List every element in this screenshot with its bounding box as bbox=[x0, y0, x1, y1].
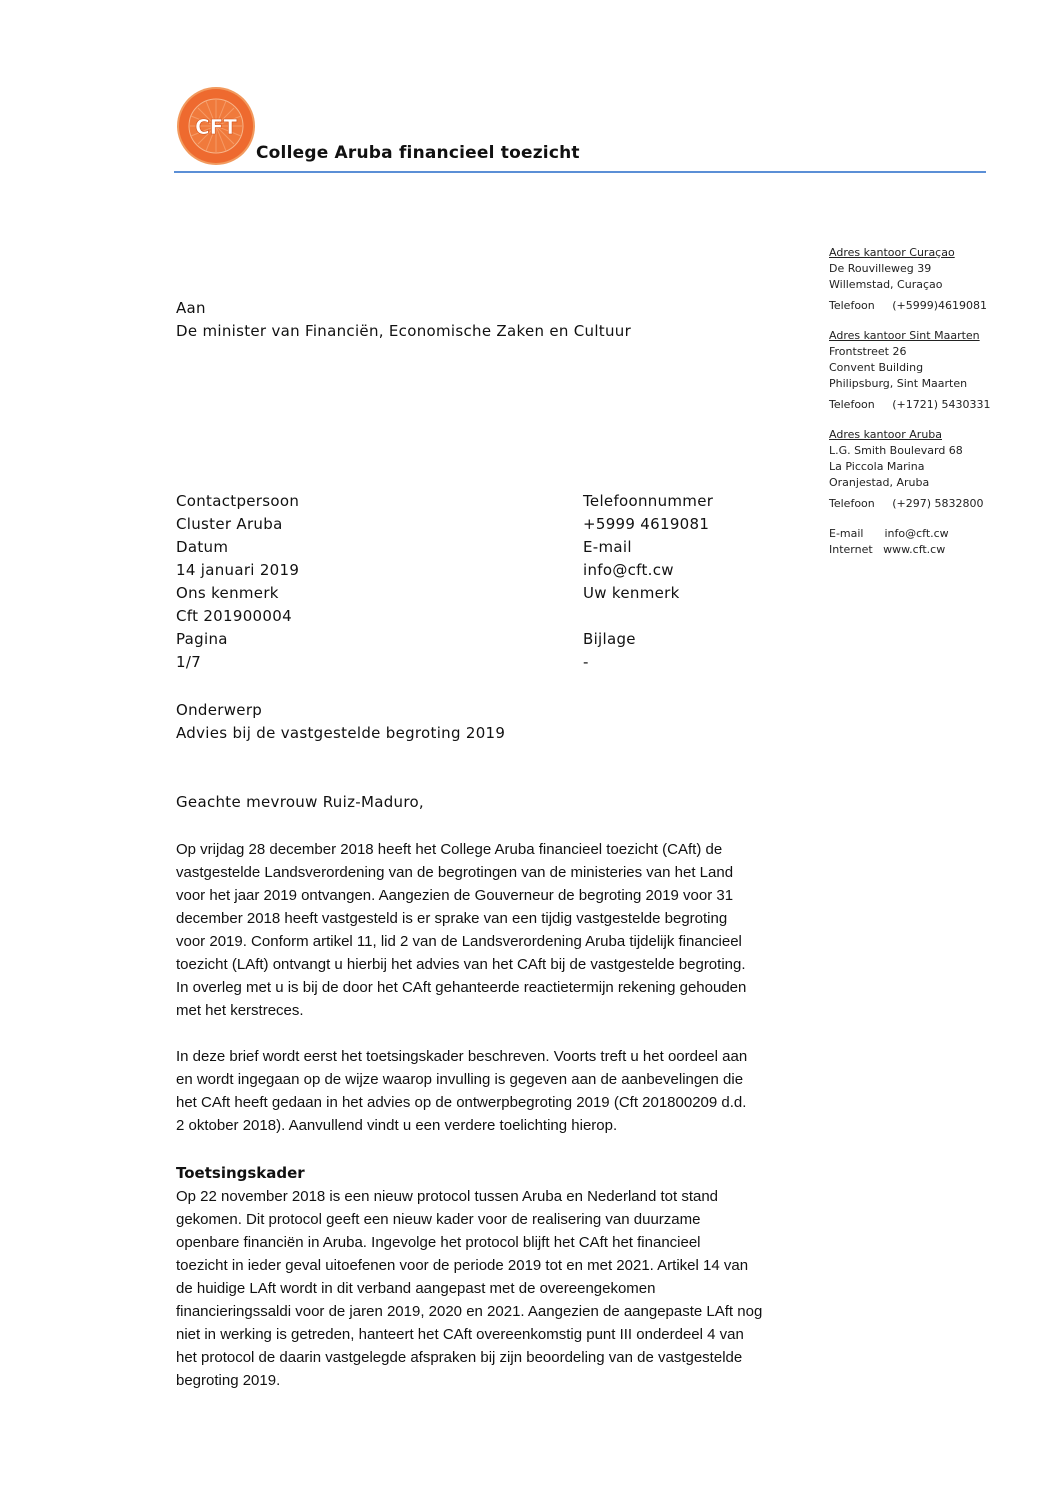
text-line: financieringssaldi voor de jaren 2019, 2020 en 2021. Aangezien de aangepaste LAft nog bbox=[176, 1303, 763, 1320]
office-aruba bbox=[829, 427, 991, 512]
cft-logo bbox=[176, 86, 256, 166]
office-phone: Telefoon (+297) 5832800 bbox=[829, 497, 984, 510]
meta-value: +5999 4619081 bbox=[583, 515, 710, 533]
office-sint-maarten bbox=[829, 328, 991, 413]
text-line: het CAft heeft gedaan in het advies op de ontwerpbegroting 2019 (Cft 201800209 d.d. bbox=[176, 1094, 747, 1111]
salutation: Geachte mevrouw Ruiz-Maduro, bbox=[176, 793, 425, 811]
text-line: In deze brief wordt eerst het toetsingskader beschreven. Voorts treft u het oordeel aan bbox=[176, 1048, 748, 1065]
letter-meta-right bbox=[583, 490, 713, 674]
address-line: Oranjestad, Aruba bbox=[829, 476, 930, 489]
text-line: de huidige LAft wordt in dit verband aangepast met de overeengekomen bbox=[176, 1280, 656, 1297]
text-line: vastgestelde Landsverordening van de begrotingen van de ministeries van het Land bbox=[176, 864, 734, 881]
meta-value: 14 januari 2019 bbox=[176, 561, 300, 579]
text-line: niet in werking is getreden, hanteert het CAft overeenkomstig punt III onderdeel 4 van bbox=[176, 1326, 744, 1343]
office-heading: Adres kantoor Curaçao bbox=[829, 246, 955, 259]
text-line: Op 22 november 2018 is een nieuw protocol tussen Aruba en Nederland tot stand bbox=[176, 1188, 719, 1205]
cft-logo-icon bbox=[176, 86, 256, 166]
text-line: Op vrijdag 28 december 2018 heeft het College Aruba financieel toezicht (CAft) de bbox=[176, 841, 723, 858]
meta-label: Pagina bbox=[176, 630, 228, 648]
meta-value: - bbox=[583, 653, 589, 671]
address-line: Convent Building bbox=[829, 361, 924, 374]
paragraph-intro bbox=[176, 838, 886, 1022]
meta-value bbox=[583, 605, 713, 628]
office-curacao bbox=[829, 245, 991, 314]
subject bbox=[176, 699, 505, 745]
meta-label: Ons kenmerk bbox=[176, 584, 279, 602]
addressee-label: Aan bbox=[176, 299, 206, 317]
address-line: Willemstad, Curaçao bbox=[829, 278, 943, 291]
text-line: en wordt ingegaan op de wijze waarop invulling is gegeven aan de aanbevelingen die bbox=[176, 1071, 744, 1088]
paragraph-toetsingskader bbox=[176, 1185, 886, 1392]
header-divider bbox=[174, 171, 986, 173]
meta-value: info@cft.cw bbox=[583, 561, 674, 579]
meta-label: Uw kenmerk bbox=[583, 584, 680, 602]
letter-meta-left bbox=[176, 490, 299, 674]
address-line: Philipsburg, Sint Maarten bbox=[829, 377, 968, 390]
address-line: La Piccola Marina bbox=[829, 460, 925, 473]
meta-label: Contactpersoon bbox=[176, 492, 300, 510]
office-addresses bbox=[829, 245, 991, 558]
text-line: met het kerstreces. bbox=[176, 1002, 304, 1019]
contact-email: E-mail info@cft.cw bbox=[829, 527, 949, 540]
text-line: gekomen. Dit protocol geeft een nieuw kader voor de realisering van duurzame bbox=[176, 1211, 701, 1228]
meta-label: E-mail bbox=[583, 538, 632, 556]
meta-value: Cluster Aruba bbox=[176, 515, 283, 533]
organization-name: College Aruba financieel toezicht bbox=[256, 143, 580, 163]
meta-label: Bijlage bbox=[583, 630, 636, 648]
contact-website: Internet www.cft.cw bbox=[829, 543, 946, 556]
meta-label: Telefoonnummer bbox=[583, 492, 714, 510]
subject-value: Advies bij de vastgestelde begroting 2019 bbox=[176, 724, 506, 742]
text-line: openbare financiën in Aruba. Ingevolge het protocol blijft het CAft het financieel bbox=[176, 1234, 701, 1251]
text-line: In overleg met u is bij de door het CAft gehanteerde reactietermijn rekening gehouden bbox=[176, 979, 747, 996]
meta-value: Cft 201900004 bbox=[176, 607, 292, 625]
address-line: De Rouvilleweg 39 bbox=[829, 262, 932, 275]
addressee-value: De minister van Financiën, Economische Zaken en Cultuur bbox=[176, 322, 632, 340]
address-line: Frontstreet 26 bbox=[829, 345, 907, 358]
text-line: voor het jaar 2019 ontvangen. Aangezien de Gouverneur de begroting 2019 voor 31 bbox=[176, 887, 734, 904]
text-line: begroting 2019. bbox=[176, 1372, 281, 1389]
subject-label: Onderwerp bbox=[176, 701, 263, 719]
text-line: toezicht (LAft) ontvangt u hierbij het advies van het CAft bij de vastgestelde begroting. bbox=[176, 956, 746, 973]
text-line: het protocol de daarin vastgelegde afspraken bij zijn beoordeling van de vastgestelde bbox=[176, 1349, 743, 1366]
office-heading: Adres kantoor Sint Maarten bbox=[829, 329, 980, 342]
meta-label: Datum bbox=[176, 538, 229, 556]
office-heading: Adres kantoor Aruba bbox=[829, 428, 943, 441]
section-heading: Toetsingskader bbox=[176, 1164, 305, 1182]
office-phone: Telefoon (+5999)4619081 bbox=[829, 299, 988, 312]
text-line: december 2018 heeft vastgesteld is er sprake van een tijdig vastgestelde begroting bbox=[176, 910, 728, 927]
paragraph-outline bbox=[176, 1045, 886, 1137]
text-line: toezicht in ieder geval uitoefenen voor de periode 2019 tot en met 2021. Artikel 14 van bbox=[176, 1257, 749, 1274]
meta-value: 1/7 bbox=[176, 653, 202, 671]
text-line: voor 2019. Conform artikel 11, lid 2 van de Landsverordening Aruba tijdelijk financieel bbox=[176, 933, 742, 950]
office-phone: Telefoon (+1721) 5430331 bbox=[829, 398, 991, 411]
addressee bbox=[176, 297, 631, 343]
text-line: 2 oktober 2018). Aanvullend vindt u een verdere toelichting hierop. bbox=[176, 1117, 618, 1134]
address-line: L.G. Smith Boulevard 68 bbox=[829, 444, 963, 457]
svg-text:CFT: CFT bbox=[195, 115, 237, 139]
